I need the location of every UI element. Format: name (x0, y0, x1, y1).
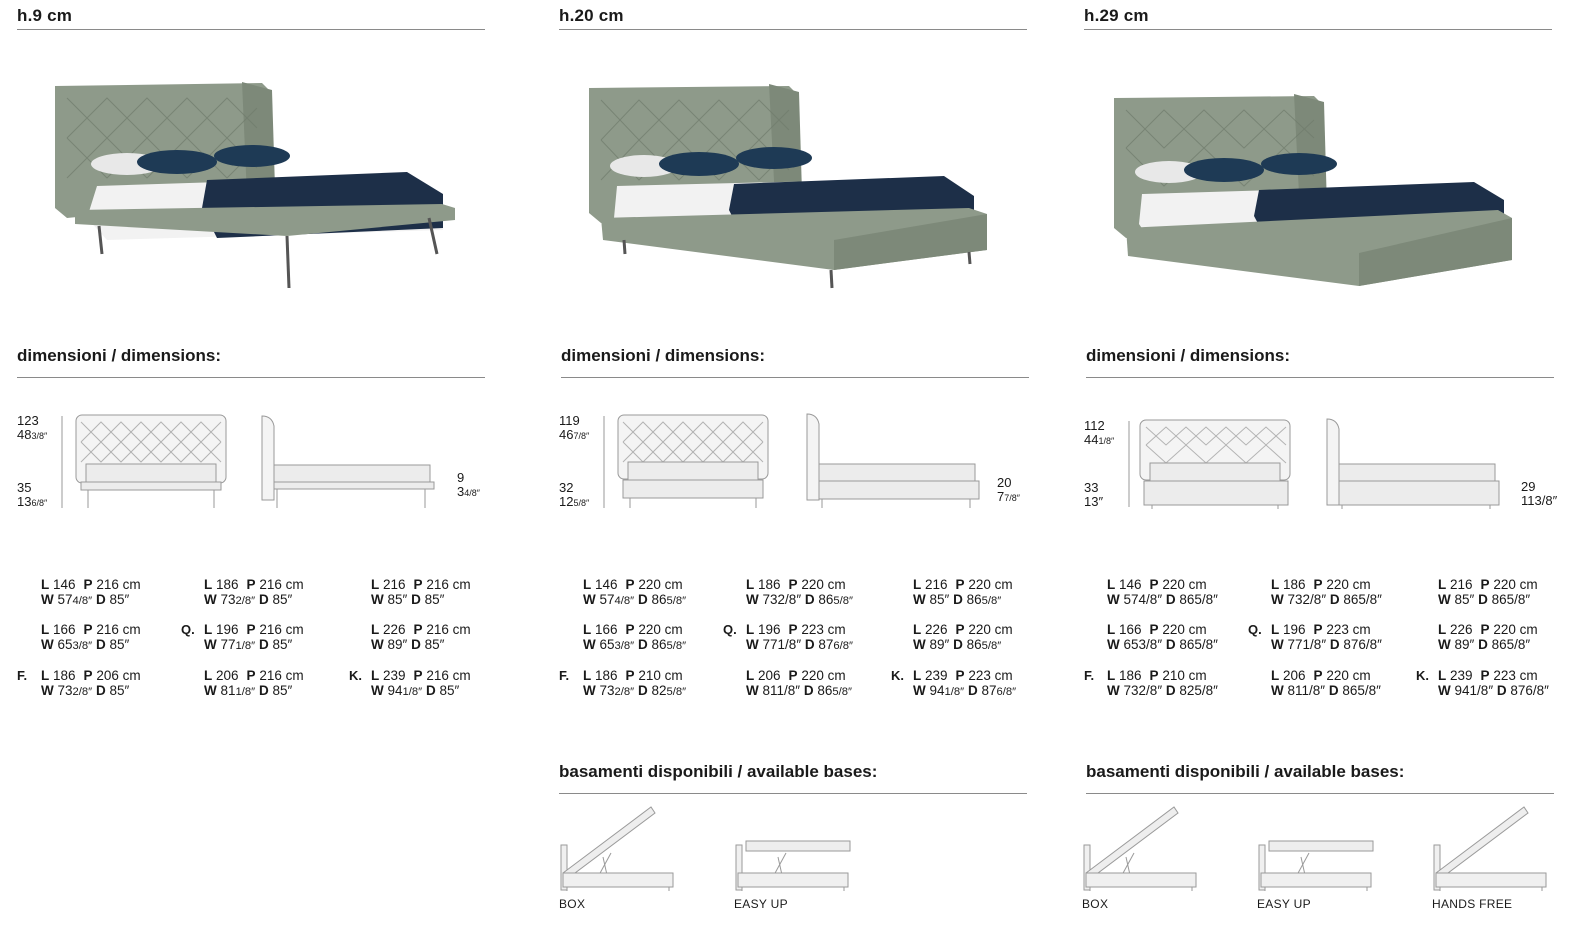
size-entry: L 186 P 220 cm W 732/8″ D 865/8″ (1271, 577, 1382, 607)
size-entry: L 216 P 216 cm W 85″ D 85″ (371, 577, 471, 607)
size-entry: L 166 P 220 cm W 653/8″ D 865/8″ (1107, 622, 1218, 652)
size-entry: L 146 P 216 cm W 574/8″ D 85″ (41, 577, 141, 607)
divider (1086, 377, 1554, 378)
bases-title: basamenti disponibili / available bases: (559, 762, 878, 781)
front-view-drawing (1128, 417, 1298, 512)
size-entry: L 206 P 216 cm W 811/8″ D 85″ (204, 668, 304, 698)
size-entry: L 239 P 223 cm W 941/8″ D 876/8″ (913, 668, 1017, 698)
front-bottom-dimension: 35 136/8″ (17, 480, 48, 509)
base-label: HANDS FREE (1432, 897, 1513, 911)
size-marker: Q. (723, 622, 737, 637)
column-title: h.29 cm (1084, 6, 1149, 25)
front-top-dimension: 119 467/8″ (559, 413, 590, 442)
size-marker: Q. (1248, 622, 1262, 637)
base-easy-up (1257, 805, 1387, 911)
size-marker: K. (349, 668, 362, 683)
divider (17, 29, 485, 30)
dimensions-title: dimensioni / dimensions: (1086, 346, 1291, 365)
front-view-drawing (61, 412, 231, 512)
size-entry: L 226 P 216 cm W 89″ D 85″ (371, 622, 471, 652)
base-box (559, 805, 689, 911)
size-entry: L 206 P 220 cm W 811/8″ D 865/8″ (1271, 668, 1381, 698)
size-entry: L 206 P 220 cm W 811/8″ D 865/8″ (746, 668, 853, 698)
divider (17, 377, 485, 378)
column-h20 (559, 0, 1029, 946)
size-entry: L 216 P 220 cm W 85″ D 865/8″ (1438, 577, 1538, 607)
base-box-drawing (559, 805, 679, 895)
base-box-drawing (1082, 805, 1202, 895)
side-height-dimension: 29 113/8″ (1521, 479, 1558, 508)
size-entry: L 166 P 216 cm W 653/8″ D 85″ (41, 622, 141, 652)
front-bottom-dimension: 33 13″ (1084, 480, 1104, 509)
base-easy-up (734, 805, 864, 911)
column-h29 (1082, 0, 1558, 946)
base-hands-free-drawing (1432, 805, 1552, 895)
column-title: h.9 cm (17, 6, 73, 25)
bed-photo-h9 (47, 68, 457, 300)
size-entry: L 186 P 210 cm W 732/8″ D 825/8″ (583, 668, 687, 698)
column-h9 (17, 0, 487, 946)
column-title: h.20 cm (559, 6, 624, 25)
size-entry: L 146 P 220 cm W 574/8″ D 865/8″ (1107, 577, 1218, 607)
size-entry: L 146 P 220 cm W 574/8″ D 865/8″ (583, 577, 687, 607)
divider (1086, 793, 1554, 794)
side-view-drawing (805, 412, 985, 512)
side-view-drawing (260, 412, 440, 512)
base-label: BOX (1082, 897, 1109, 911)
front-top-dimension: 112 441/8″ (1084, 418, 1115, 447)
side-view-drawing (1325, 417, 1505, 512)
size-marker: K. (891, 668, 904, 683)
size-entry: L 226 P 220 cm W 89″ D 865/8″ (913, 622, 1013, 652)
divider (561, 377, 1029, 378)
size-entry: L 186 P 206 cm W 732/8″ D 85″ (41, 668, 141, 698)
base-easy-up-drawing (734, 805, 854, 895)
divider (1084, 29, 1552, 30)
dimensions-title: dimensioni / dimensions: (17, 346, 222, 365)
size-marker: F. (1084, 668, 1095, 683)
bed-photo-h29 (1114, 68, 1524, 300)
size-entry: L 186 P 210 cm W 732/8″ D 825/8″ (1107, 668, 1218, 698)
side-height-dimension: 9 34/8″ (457, 470, 480, 499)
front-view-drawing (603, 412, 773, 512)
size-entry: L 226 P 220 cm W 89″ D 865/8″ (1438, 622, 1538, 652)
base-easy-up-drawing (1257, 805, 1377, 895)
size-entry: L 196 P 223 cm W 771/8″ D 876/8″ (746, 622, 854, 652)
base-label: BOX (559, 897, 586, 911)
base-label: EASY UP (734, 897, 788, 911)
size-entry: L 196 P 223 cm W 771/8″ D 876/8″ (1271, 622, 1382, 652)
divider (559, 29, 1027, 30)
dimensions-title: dimensioni / dimensions: (561, 346, 766, 365)
size-marker: K. (1416, 668, 1429, 683)
front-top-dimension: 123 483/8″ (17, 413, 48, 442)
base-box (1082, 805, 1212, 911)
bases-title: basamenti disponibili / available bases: (1086, 762, 1405, 781)
size-entry: L 239 P 223 cm W 941/8″ D 876/8″ (1438, 668, 1549, 698)
size-marker: F. (559, 668, 570, 683)
size-entry: L 186 P 220 cm W 732/8″ D 865/8″ (746, 577, 854, 607)
bed-photo-h20 (589, 68, 999, 300)
base-label: EASY UP (1257, 897, 1311, 911)
front-bottom-dimension: 32 125/8″ (559, 480, 590, 509)
size-marker: Q. (181, 622, 195, 637)
size-entry: L 216 P 220 cm W 85″ D 865/8″ (913, 577, 1013, 607)
size-entry: L 196 P 216 cm W 771/8″ D 85″ (204, 622, 304, 652)
size-entry: L 166 P 220 cm W 653/8″ D 865/8″ (583, 622, 687, 652)
size-entry: L 186 P 216 cm W 732/8″ D 85″ (204, 577, 304, 607)
size-marker: F. (17, 668, 28, 683)
side-height-dimension: 20 77/8″ (997, 475, 1020, 504)
base-hands-free (1432, 805, 1562, 911)
size-entry: L 239 P 216 cm W 941/8″ D 85″ (371, 668, 471, 698)
divider (559, 793, 1027, 794)
